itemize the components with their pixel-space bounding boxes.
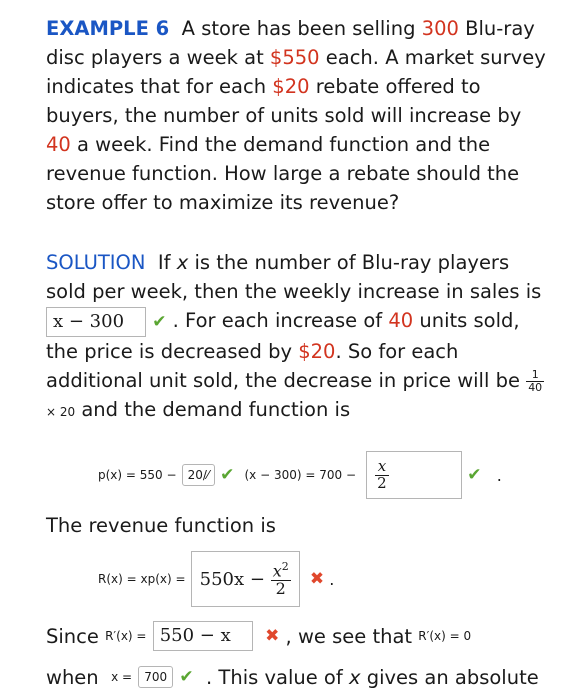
- check-icon: ✔: [179, 667, 194, 687]
- units-value: 40: [388, 309, 414, 332]
- answer-box-derivative[interactable]: 550 − x: [153, 621, 253, 651]
- demand-end: .: [496, 465, 502, 485]
- revenue-equation: [98, 550, 334, 608]
- revenue-end: .: [329, 569, 335, 589]
- since-text: , we see that: [285, 624, 413, 648]
- decrease-value: $20: [298, 340, 336, 363]
- check-icon: ✔: [467, 465, 482, 485]
- derivative-zero: R′(x) = 0: [418, 629, 472, 643]
- cross-icon: ✖: [309, 569, 325, 589]
- derivative-line: [46, 620, 471, 652]
- when-text: when: [46, 665, 99, 689]
- answer-box-increase[interactable]: x − 300: [46, 307, 146, 337]
- solution-text: units sold, the price is decreased by: [46, 309, 520, 363]
- increase-value: 40: [46, 133, 71, 156]
- answer-box-revenue[interactable]: 550x − $\frac{x^2}{2}$: [191, 551, 300, 607]
- times-twenty: × 20: [46, 405, 76, 419]
- check-icon: ✔: [220, 465, 235, 485]
- problem-statement: [46, 14, 551, 217]
- price-value: $550: [269, 46, 320, 69]
- demand-lhs: p(x) = 550 −: [98, 468, 177, 482]
- fraction-x-squared-over-2: $\frac{x^2}{2}$: [272, 559, 289, 598]
- when-text: gives an absolute: [366, 665, 539, 689]
- solution-paragraph: [46, 248, 551, 427]
- demand-equation: [98, 450, 502, 500]
- problem-text: a week. Find the demand function and the revenue function. How large a rebate should the store offer to maximize its revenue?: [46, 133, 520, 214]
- derivative-lhs: R′(x) =: [105, 629, 147, 643]
- answer-box-demand-term[interactable]: [366, 451, 462, 499]
- solution-text: and the demand function is: [81, 398, 351, 421]
- problem-text: A store has been selling: [181, 17, 416, 40]
- fraction-one-fortieth: $\frac{1}{40}$: [528, 368, 543, 394]
- fraction-x-over-2: $\frac{x}{2}$: [377, 456, 387, 492]
- variable-x: x: [348, 665, 361, 689]
- cross-icon: ✖: [265, 626, 280, 646]
- check-icon: ✔: [152, 312, 167, 332]
- answer-box-critical[interactable]: 700: [138, 666, 173, 688]
- variable-x: x: [176, 251, 189, 274]
- solution-text: is the number of Blu-ray players sold per week, then the weekly increase in sales is: [46, 251, 542, 303]
- problem-text: Blu-ray disc players a week at: [46, 17, 535, 69]
- solution-text: . So for each additional unit sold, the decrease in price will be: [46, 340, 520, 392]
- when-text: . This value of: [206, 665, 343, 689]
- revenue-intro: The revenue function is: [46, 514, 276, 537]
- solution-text: . For each increase of: [172, 309, 383, 332]
- solution-label: SOLUTION: [46, 251, 146, 274]
- example-heading: EXAMPLE 6: [46, 17, 170, 40]
- answer-box-slope[interactable]: 20/⁄: [182, 464, 215, 486]
- rebate-value: $20: [272, 75, 310, 98]
- demand-mid: (x − 300) = 700 −: [244, 468, 356, 482]
- x-equals: x =: [111, 670, 133, 684]
- problem-text: each. A market survey indicates that for each: [46, 46, 546, 98]
- critical-value-line: [46, 662, 539, 692]
- problem-text: rebate offered to buyers, the number of units sold will increase by: [46, 75, 522, 127]
- revenue-lhs: R(x) = xp(x) =: [98, 572, 186, 586]
- solution-text: If: [157, 251, 171, 274]
- since-text: Since: [46, 624, 99, 648]
- sales-value: 300: [421, 17, 459, 40]
